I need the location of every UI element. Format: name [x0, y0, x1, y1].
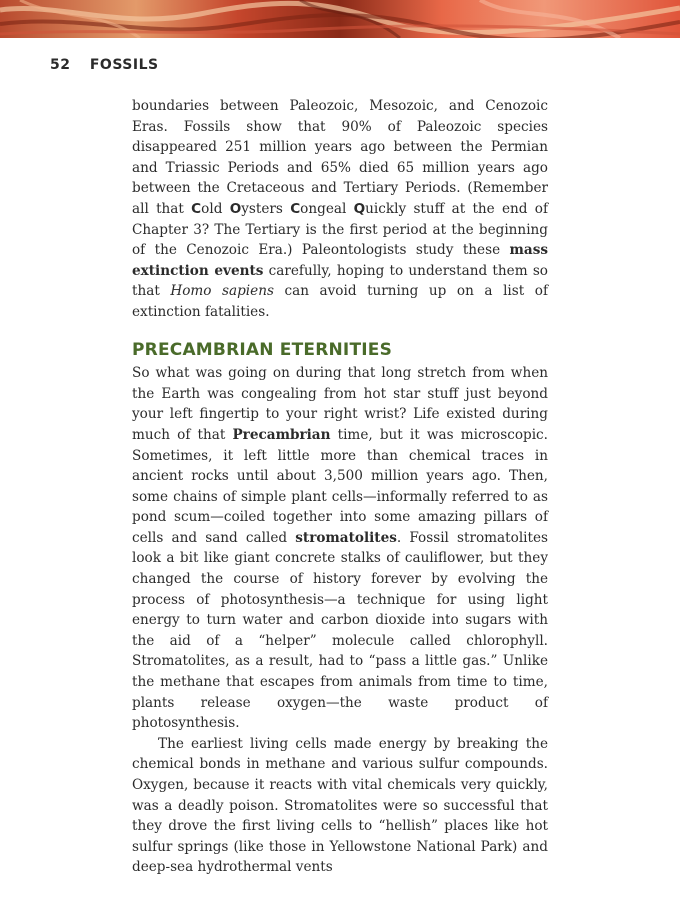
section-heading: PRECAMBRIAN ETERNITIES [132, 339, 393, 360]
italic-term: Homo sapiens [170, 283, 274, 300]
text-span: time, but it was microscopic. Sometimes, it left little more than chemical traces in ancient rocks until about 3,500 million years ago. Then, some chains of simple plant cells—informally referred to as pond scum—coiled together into some amazing pillars of cells and sand called [132, 426, 548, 546]
text-span: . Fossil stromatolites look a bit like giant concrete stalks of cauliflower, but they changed the course of history forever by evolving the process of photosynthesis—a technique for using light energy to turn water and carbon dioxide into sugars with the aid of a “helper” molecule called chlorophyll. Stromatolites, as a result, had to “pass a little gas.” Unlike the methane that escapes from animals from time to time, plants release oxygen—the waste product of photosynthesis. [132, 529, 548, 732]
text-span: ongeal [300, 200, 354, 217]
paragraph-2 [132, 363, 548, 734]
paragraph-3: The earliest living cells made energy by breaking the chemical bonds in methane and various sulfur compounds. Oxygen, because it reacts with vital chemicals very quickly, was a deadly poison. Stromatolites were so successful that they drove the first living cells to “hellish” places like hot sulfur springs (like those in Yellowstone National Park) and deep-sea hydrothermal vents [132, 735, 548, 876]
key-term: Precambrian [232, 426, 331, 443]
mnemonic-letter: C [191, 200, 202, 217]
rock-texture-image [0, 0, 680, 38]
key-term: stromatolites [295, 529, 397, 546]
text-span: ysters [241, 200, 291, 217]
mnemonic-letter: O [229, 200, 242, 217]
text-span: can avoid turning up on a list of extinction fatalities. [132, 283, 548, 320]
paragraph-1 [132, 96, 548, 323]
text-span: uickly [365, 200, 407, 217]
text-span: So what was going on during that long stretch from when the Earth was congealing from hot star stuff just beyond your left fingertip to your right wrist? Life existed during much of that [132, 365, 548, 443]
mnemonic-letter: Q [353, 200, 366, 217]
text-column [132, 96, 548, 878]
text-span: stuff at the end of Chapter 3? The Tertiary is the first period at the beginning of the Cenozoic Era.) Paleontologists study these [132, 200, 548, 259]
chapter-title: FOSSILS [89, 57, 159, 73]
page-number: 52 [50, 57, 71, 73]
text-span: carefully, hoping to understand them so that [132, 262, 548, 300]
key-term: mass extinction events [132, 242, 548, 279]
text-span: old [201, 200, 230, 217]
running-head [50, 57, 159, 73]
text-span: boundaries between Paleozoic, Mesozoic, and Cenozoic Eras. Fossils show that 90% of Paleozoic species disappeared 251 million years ago between the Permian and Triassic Periods and 65% died 65 million years ago between the Cretaceous and Tertiary Periods. (Remember all that [132, 98, 548, 217]
mnemonic-letter: C [290, 200, 301, 217]
decorative-banner [0, 0, 680, 38]
